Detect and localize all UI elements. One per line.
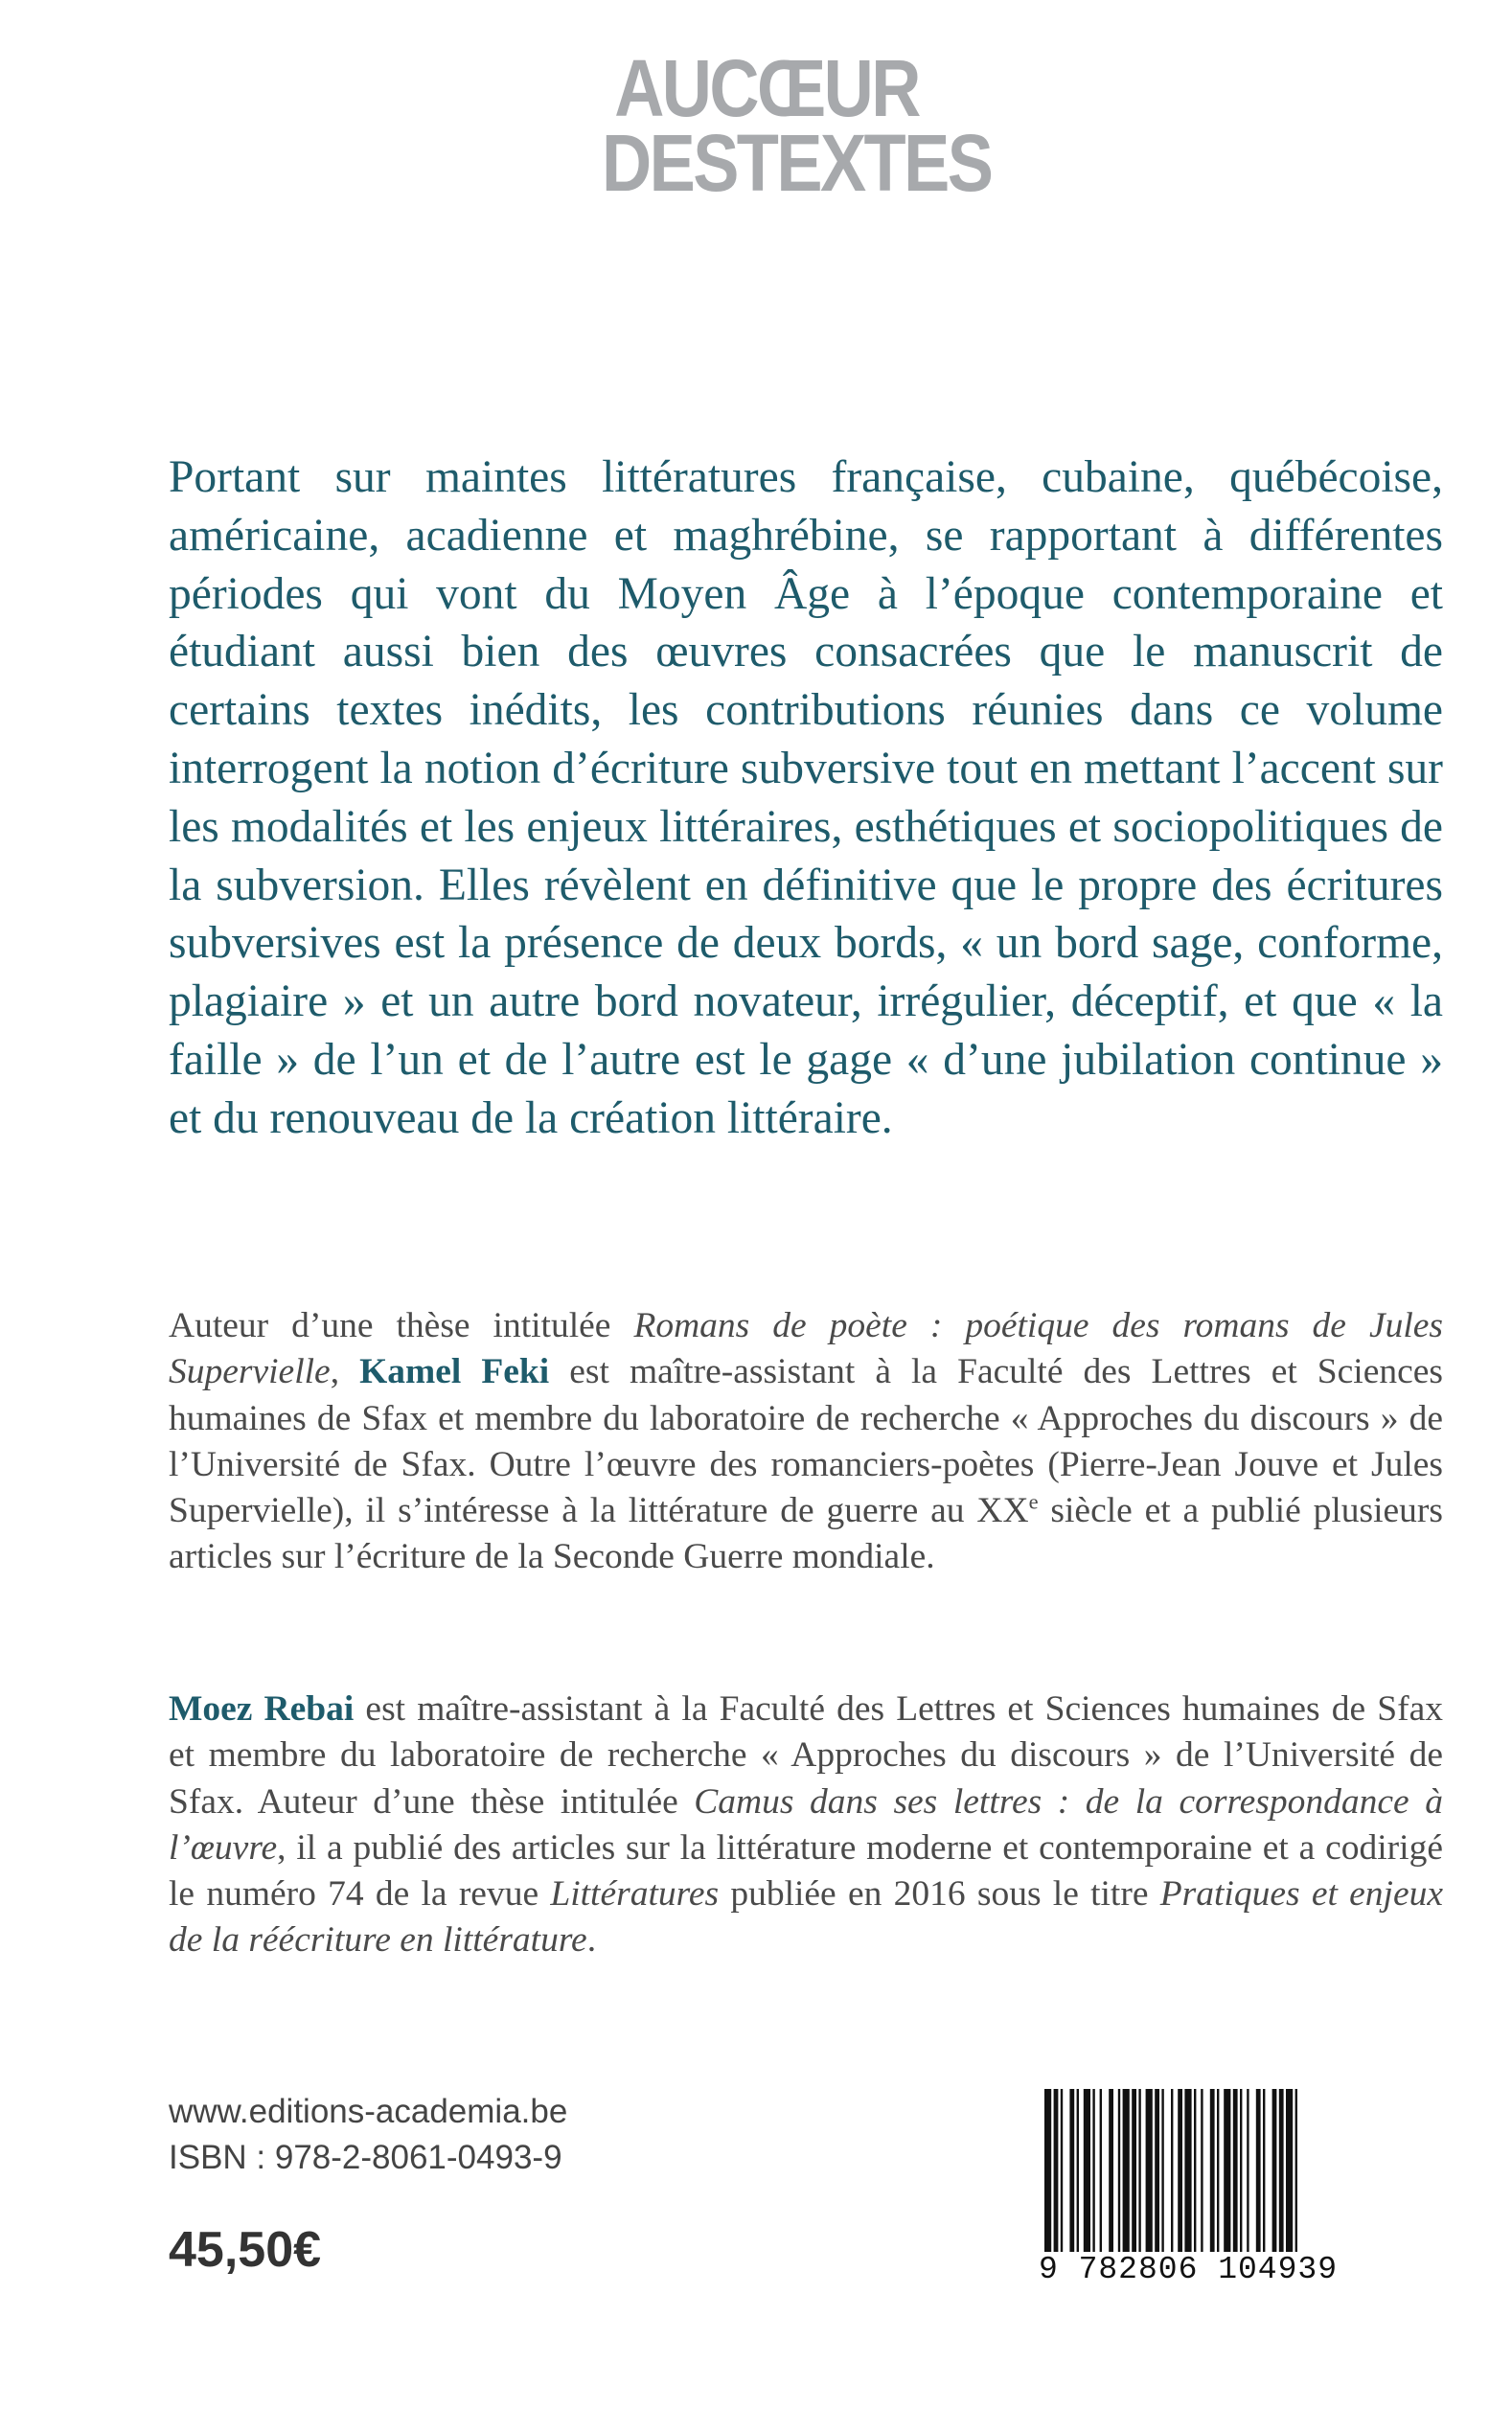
barcode-bar [1109, 2089, 1113, 2271]
barcode-bar [1286, 2089, 1293, 2271]
series-logo [575, 43, 992, 220]
bio-text: Auteur d’une thèse intitulée [169, 1306, 634, 1345]
barcode-bar [1201, 2089, 1203, 2271]
barcode-number: 9 782806 104939 [977, 2252, 1399, 2287]
barcode-bar [1084, 2089, 1090, 2271]
barcode-bar [1138, 2089, 1140, 2271]
barcode-bar [1295, 2089, 1297, 2271]
barcode-bar [1178, 2089, 1182, 2271]
author-bio-kamel-feki: Auteur d’une thèse intitulée Romans de poète : poétique des romans de Jules Supervielle, Kamel Feki est maître-assistant à la Faculté des Lettres et Sciences humaines de Sfax et membre du laboratoire de recherche « Approches du discours » de l’Université de Sfax. Outre l’œuvre des romanciers-poètes (Pierre-Jean Jouve et Jules Supervielle), il s’intéresse à la littérature de guerre au XXe siècle et a publié plusieurs articles sur l’écriture de la Seconde Guerre mondiale. [169, 1306, 1444, 1577]
price: 45,50€ [169, 2222, 322, 2278]
bio-text: est maître-assistant à la Faculté des Lettres et Sciences humaines de Sfax et membre du laboratoire de recherche « Approches du discours » de l’Université de Sfax. Auteur d’une thèse intitulée [169, 1689, 1444, 1822]
journal-title: Littératures [550, 1874, 720, 1915]
bio-text: est maître-assistant à la Faculté des Lettres et Sciences humaines de Sfax et membre du laboratoire de recherche « Approches du discours » de l’Université de Sfax. Outre l’œuvre des romanciers-poètes (Pierre-Jean Jouve et Jules Supervielle), il s’intéresse à la littérature de guerre au XX [169, 1352, 1444, 1531]
barcode-bar [1118, 2089, 1120, 2271]
bio-text: , il a publié des articles sur la littérature moderne et contemporaine et a codirigé le numéro 74 de la revue [169, 1827, 1443, 1915]
series-logo-line1: AUCŒUR [614, 43, 919, 133]
author-bio-moez-rebai: Moez Rebai est maître-assistant à la Faculté des Lettres et Sciences humaines de Sfax et membre du laboratoire de recherche « Approches du discours » de l’Université de Sfax. Auteur d’une thèse intitulée Camus dans ses lettres : de la correspondance à l’œuvre, il a publié des articles sur la littérature moderne et contemporaine et a codirigé le numéro 74 de la revue Littératures publiée en 2016 sous le titre Pratiques et enjeux de la réécriture en littérature. [169, 1689, 1444, 1961]
bio-text: publiée en 2016 sous le titre [719, 1874, 1160, 1915]
barcode-bar [1224, 2089, 1230, 2271]
barcode-bar [1054, 2089, 1059, 2271]
century-superscript: e [1028, 1489, 1039, 1514]
barcode-bar [1279, 2089, 1284, 2271]
barcode-bar [1233, 2089, 1238, 2271]
barcode-bar [1132, 2089, 1136, 2271]
thesis-title: Romans de poète : poétique des romans de Jules Supervielle [169, 1306, 1444, 1392]
barcode-icon [1041, 2089, 1355, 2271]
barcode-bar [1123, 2089, 1130, 2271]
barcode-bar [1161, 2089, 1163, 2271]
barcode-bar [1247, 2089, 1249, 2271]
issue-title: Pratiques et enjeux de la réécriture en littérature [169, 1874, 1443, 1961]
barcode-bar [1272, 2089, 1277, 2271]
barcode-bar [1194, 2089, 1196, 2271]
author-name: Kamel Feki [359, 1352, 550, 1392]
barcode-bar [1240, 2089, 1242, 2271]
barcode-bar [1100, 2089, 1102, 2271]
author-name: Moez Rebai [169, 1689, 355, 1729]
barcode-bar [1077, 2089, 1079, 2271]
bio-text: siècle et a publié plusieurs articles sur l’écriture de la Seconde Guerre mondiale. [169, 1491, 1444, 1577]
barcode-bar [1263, 2089, 1265, 2271]
barcode-bar [1210, 2089, 1215, 2271]
thesis-title: Camus dans ses lettres : de la correspondance à l’œuvre [169, 1781, 1443, 1868]
barcode-bar [1092, 2089, 1094, 2271]
barcode-bar [1256, 2089, 1261, 2271]
barcode-bar [1069, 2089, 1074, 2271]
isbn-number: ISBN : 978-2-8061-0493-9 [169, 2139, 562, 2176]
barcode-bar [1155, 2089, 1159, 2271]
publisher-url[interactable]: www.editions-academia.be [169, 2093, 568, 2130]
barcode-bar [1184, 2089, 1191, 2271]
barcode-bar [1146, 2089, 1153, 2271]
barcode-bar [1061, 2089, 1063, 2271]
barcode-bar [1044, 2089, 1051, 2271]
barcode-bar [1217, 2089, 1219, 2271]
series-logo-line2: DESTEXTES [602, 118, 992, 208]
book-summary: Portant sur maintes littératures française, cubaine, québécoise, américaine, acadienne et maghrébine, se rapportant à différentes périodes qui vont du Moyen Âge à l’époque contemporaine et étudiant aussi bien des œuvres consacrées que le manuscrit de certains textes inédits, les contributions réunies dans ce volume interrogent la notion d’écriture subversive tout en mettant l’accent sur les modalités et les enjeux littéraires, esthétiques et sociopolitiques de la subversion. Elles révèlent en définitive que le propre des écritures subversives est la présence de deux bords, « un bord sage, conforme, plagiaire » et un autre bord novateur, irrégulier, déceptif, et que « la faille » de l’un et de l’autre est le gage « d’une jubilation continue » et du renouveau de la création littéraire. [169, 452, 1443, 1143]
barcode-bar [1171, 2089, 1173, 2271]
